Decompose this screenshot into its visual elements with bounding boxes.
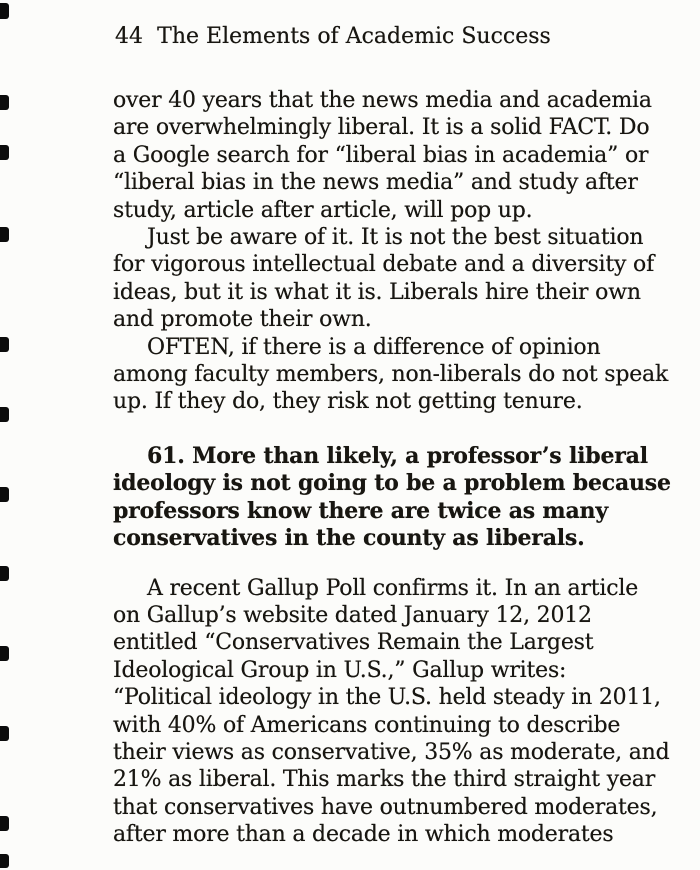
text-line: are overwhelmingly liberal. It is a solid FACT. Do bbox=[113, 115, 650, 141]
page-number: 44 bbox=[115, 24, 143, 49]
scan-mark bbox=[0, 816, 9, 831]
scan-mark bbox=[0, 227, 9, 242]
text-line: on Gallup’s website dated January 12, 2012 bbox=[113, 602, 592, 628]
running-head: The Elements of Academic Success bbox=[157, 24, 551, 49]
scan-mark bbox=[0, 3, 9, 19]
text-line: after more than a decade in which moderates bbox=[113, 822, 614, 848]
paragraph bbox=[113, 575, 670, 849]
text-line: conservatives in the county as liberals. bbox=[113, 525, 585, 552]
scan-mark bbox=[0, 337, 9, 352]
text-line: “liberal bias in the news media” and study after bbox=[113, 170, 638, 196]
text-line: up. If they do, they risk not getting tenure. bbox=[113, 389, 583, 415]
scan-mark bbox=[0, 145, 9, 160]
text-line: “Political ideology in the U.S. held steady in 2011, bbox=[113, 685, 661, 711]
scan-mark bbox=[0, 487, 9, 502]
text-line: OFTEN, if there is a difference of opinion bbox=[147, 334, 601, 360]
text-line: A recent Gallup Poll confirms it. In an article bbox=[147, 575, 639, 601]
paragraph bbox=[113, 334, 669, 416]
text-line: that conservatives have outnumbered moderates, bbox=[113, 794, 658, 820]
paragraph bbox=[113, 224, 655, 334]
scan-mark bbox=[0, 726, 9, 741]
scan-mark bbox=[0, 407, 9, 422]
text-line: ideology is not going to be a problem because bbox=[113, 470, 671, 497]
paragraph bbox=[113, 87, 652, 224]
section-heading bbox=[113, 442, 671, 553]
page-header bbox=[113, 24, 595, 50]
text-line: professors know there are twice as many bbox=[113, 497, 608, 524]
text-line: Ideological Group in U.S.,” Gallup writes: bbox=[113, 657, 567, 683]
text-line: over 40 years that the news media and academia bbox=[113, 88, 652, 113]
text-block bbox=[113, 87, 671, 849]
text-line: a Google search for “liberal bias in academia” or bbox=[113, 142, 649, 168]
text-line: 21% as liberal. This marks the third straight year bbox=[113, 767, 656, 793]
text-line: with 40% of Americans continuing to describe bbox=[113, 712, 621, 738]
text-line: for vigorous intellectual debate and a diversity of bbox=[113, 252, 655, 278]
scan-mark bbox=[0, 566, 9, 581]
scan-mark bbox=[0, 854, 9, 868]
text-line: and promote their own. bbox=[113, 307, 372, 333]
text-line: 61. More than likely, a professor’s liberal bbox=[147, 442, 648, 469]
text-line: among faculty members, non-liberals do not speak bbox=[113, 362, 669, 388]
text-line: entitled “Conservatives Remain the Largest bbox=[113, 630, 594, 656]
text-line: ideas, but it is what it is. Liberals hire their own bbox=[113, 279, 641, 305]
text-line: study, article after article, will pop up. bbox=[113, 197, 533, 223]
scan-mark bbox=[0, 95, 9, 110]
text-line: their views as conservative, 35% as moderate, and bbox=[113, 739, 670, 765]
scan-mark bbox=[0, 646, 9, 661]
text-line: Just be aware of it. It is not the best situation bbox=[147, 225, 644, 251]
